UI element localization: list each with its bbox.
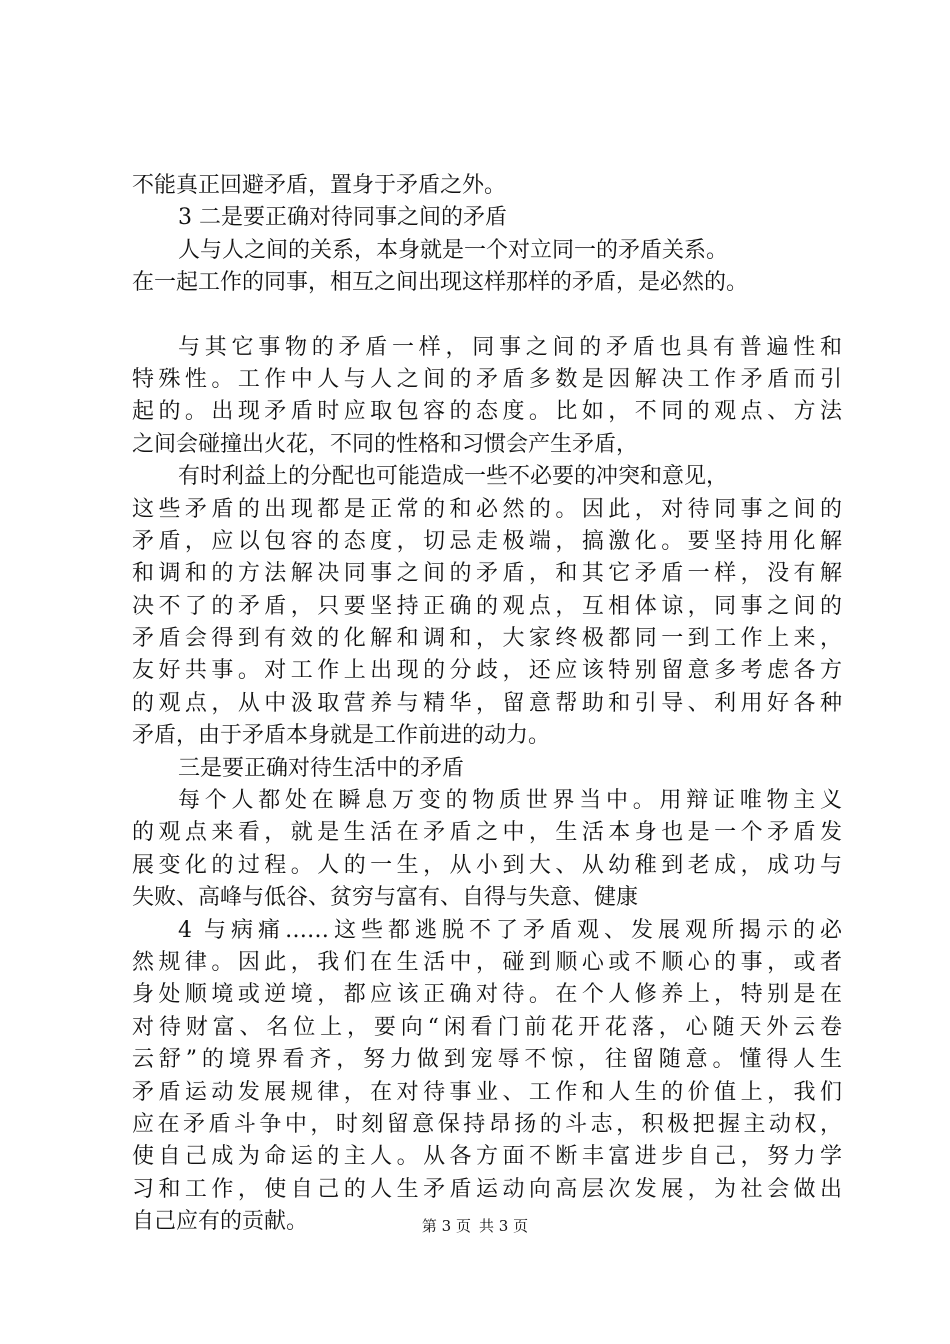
text-line: 这些矛盾的出现都是正常的和必然的。因此，对待同事之间的 (132, 496, 842, 522)
text-line: 不能真正回避矛盾，置身于矛盾之外。 (132, 173, 507, 198)
text-line: 决不了的矛盾，只要坚持正确的观点，互相体谅，同事之间的 (132, 593, 842, 619)
text-line: 4 与病痛……这些都逃脱不了矛盾观、发展观所揭示的必 (178, 917, 842, 943)
text-line: 失败、高峰与低谷、贫穷与富有、自得与失意、健康 (132, 885, 639, 911)
text-line: 矛盾运动发展规律，在对待事业、工作和人生的价值上，我们 (132, 1079, 842, 1105)
text-line: 身处顺境或逆境，都应该正确对待。在个人修养上，特别是在 (132, 982, 842, 1008)
text-line: 特殊性。工作中人与人之间的矛盾多数是因解决工作矛盾而引 (132, 366, 842, 392)
text-line: 有时利益上的分配也可能造成一些不必要的冲突和意见， (178, 464, 729, 490)
text-line: 矛盾会得到有效的化解和调和，大家终极都同一到工作上来， (132, 626, 842, 652)
section-heading: 3 二是要正确对待同事之间的矛盾 (178, 205, 507, 231)
text-line: 人与人之间的关系，本身就是一个对立同一的矛盾关系。 (178, 237, 729, 263)
text-line: 的观点，从中汲取营养与精华，留意帮助和引导、利用好各种 (132, 690, 842, 716)
text-line: 习和工作，使自己的人生矛盾运动向高层次发展，为社会做出 (132, 1176, 842, 1202)
paragraph-gap (132, 300, 842, 332)
page-number: 第 3 页 (421, 1217, 471, 1235)
text-line: 之间会碰撞出火花，不同的性格和习惯会产生矛盾， (132, 431, 639, 457)
text-line: 云舒”的境界看齐，努力做到宠辱不惊，往留随意。懂得人生 (132, 1047, 842, 1073)
text-line: 对待财富、名位上，要向“闲看门前花开花落，心随天外云卷 (132, 1014, 842, 1040)
text-line: 和调和的方法解决同事之间的矛盾，和其它矛盾一样，没有解 (132, 561, 842, 587)
text-line: 自己应有的贡献。 (132, 1209, 309, 1235)
text-line: 矛盾，由于矛盾本身就是工作前进的动力。 (132, 723, 551, 749)
text-line: 起的。出现矛盾时应取包容的态度。比如，不同的观点、方法 (132, 399, 842, 425)
text-line: 然规律。因此，我们在生活中，碰到顺心或不顺心的事，或者 (132, 949, 842, 975)
document-body (132, 170, 842, 1239)
page-total: 共 3 页 (479, 1217, 529, 1235)
text-line: 每个人都处在瞬息万变的物质世界当中。用辩证唯物主义 (178, 788, 842, 814)
text-line: 在一起工作的同事，相互之间出现这样那样的矛盾，是必然的。 (132, 270, 749, 296)
text-line: 应在矛盾斗争中，时刻留意保持昂扬的斗志，积极把握主动权， (132, 1111, 842, 1137)
text-line: 矛盾，应以包容的态度，切忌走极端，搞激化。要坚持用化解 (132, 528, 842, 554)
section-heading: 三是要正确对待生活中的矛盾 (178, 755, 465, 781)
text-line: 的观点来看，就是生活在矛盾之中，生活本身也是一个矛盾发 (132, 820, 842, 846)
text-line: 展变化的过程。人的一生，从小到大、从幼稚到老成，成功与 (132, 852, 842, 878)
text-line: 与其它事物的矛盾一样，同事之间的矛盾也具有普遍性和 (178, 334, 842, 360)
text-line: 使自己成为命运的主人。从各方面不断丰富进步自己，努力学 (132, 1144, 842, 1170)
page-footer (0, 1216, 950, 1236)
text-line: 友好共事。对工作上出现的分歧，还应该特别留意多考虑各方 (132, 658, 842, 684)
